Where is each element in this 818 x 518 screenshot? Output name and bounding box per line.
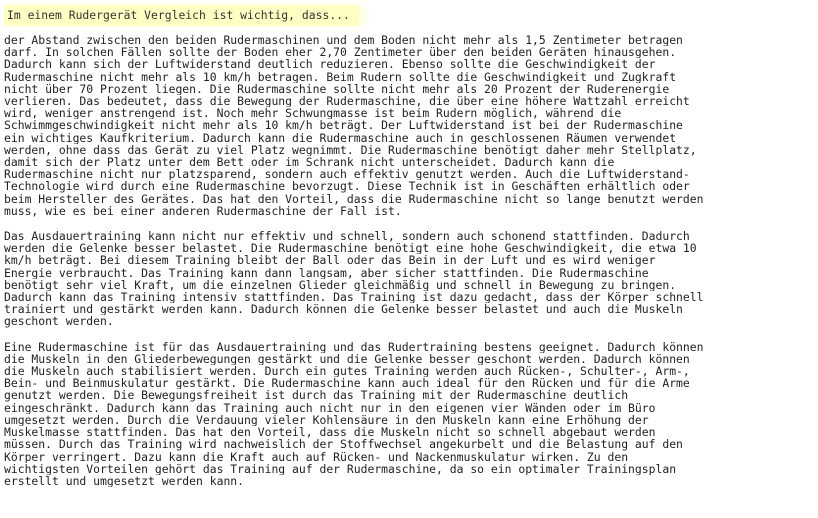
text-line: beim Hersteller des Gerätes. Das hat den Vorteil, dass die Rudermaschine nicht so lange benutzt werden: [4, 192, 704, 205]
text-line: Muskelmasse stattfinden. Das hat den Vorteil, dass die Muskeln nicht so schnell abgebaut werden: [4, 426, 656, 439]
text-line: Rudermaschine nicht nur platzsparend, sondern auch effektiv genutzt werden. Auch die Luftwiderstand-: [4, 168, 690, 181]
text-line: wird, weniger anstrengend ist. Noch mehr Schwungmasse ist beim Rudern möglich, während die: [4, 107, 622, 120]
text-line: die Muskeln auch stabilisiert werden. Durch ein gutes Training werden auch Rücken-, Schulter-, Arm-,: [4, 365, 690, 378]
text-line: müssen. Durch das Training wird nachweislich der Stoffwechsel angekurbelt und die Belastung auf den: [4, 438, 683, 451]
body-text: [4, 34, 818, 487]
paragraph-3: [4, 341, 816, 487]
text-line: Körper verringert. Dazu kann die Kraft auch auf Rücken- und Nackenmuskulatur wirken. Zu den: [4, 450, 629, 463]
text-line: werden, ohne dass das Gerät zu viel Platz wegnimmt. Die Rudermaschine benötigt daher mehr Stellplatz,: [4, 143, 697, 157]
text-line: Dadurch kann das Training intensiv stattfinden. Das Training ist dazu gedacht, dass der Körper schnell: [4, 291, 704, 304]
highlighted-heading: Im einem Rudergerät Vergleich ist wichtig, dass...: [4, 5, 359, 26]
text-line: genutzt werden. Die Bewegungsfreiheit ist durch das Training mit der Rudermaschine deutlich: [4, 389, 629, 402]
text-line: nicht über 70 Prozent liegen. Die Rudermaschine sollte nicht mehr als 20 Prozent der Ruderenergie: [4, 82, 670, 96]
text-line: geschont werden.: [4, 315, 114, 328]
text-line: verlieren. Das bedeutet, dass die Bewegung der Rudermaschine, die über eine höhere Wattzahl erreicht: [4, 95, 690, 108]
text-line: werden die Gelenke besser belastet. Die Rudermaschine benötigt eine hohe Geschwindigkeit, die etwa 10: [4, 242, 697, 255]
text-line: die Muskeln in den Gliederbewegungen gestärkt und die Gelenke besser geschont werden. Dadurch können: [4, 352, 690, 366]
text-line: umgesetzt werden. Durch die Verdauung vieler Kohlensäure in den Muskeln kann eine Erhöhung der: [4, 413, 649, 427]
text-line: km/h beträgt. Bei diesem Training bleibt der Ball oder das Bein in der Luft und es wird weniger: [4, 254, 656, 267]
text-line: darf. In solchen Fällen sollte der Boden eher 2,70 Zentimeter über den beiden Geräten hinausgehen.: [4, 46, 677, 59]
text-line: der Abstand zwischen den beiden Rudermaschinen und dem Boden nicht mehr als 1,5 Zentimeter betragen: [4, 34, 683, 47]
text-line: Bein- und Beinmuskulatur gestärkt. Die Rudermaschine kann auch ideal für den Rücken und für die Arme: [4, 377, 690, 390]
paragraph-2: [4, 230, 816, 328]
text-line: Rudermaschine nicht mehr als 10 km/h betragen. Beim Rudern sollte die Geschwindigkeit und Zugkraft: [4, 70, 677, 83]
text-line: erstellt und umgesetzt werden kann.: [4, 474, 245, 488]
text-line: muss, wie es bei einer anderen Rudermaschine der Fall ist.: [4, 204, 402, 218]
text-line: damit sich der Platz unter dem Bett oder im Schrank nicht unterscheidet. Dadurch kann die: [4, 156, 615, 169]
text-line: wichtigsten Vorteilen gehört das Training auf der Rudermaschine, da so ein optimaler Trainingsplan: [4, 462, 677, 475]
text-line: Schwimmgeschwindigkeit nicht mehr als 10 km/h beträgt. Der Luftwiderstand ist bei der Rudermaschine: [4, 119, 683, 132]
text-line: ein wichtiges Kaufkriterium. Dadurch kann die Rudermaschine auch in geschlossenen Räumen verwendet: [4, 131, 677, 144]
text-line: Dadurch kann sich der Luftwiderstand deutlich reduzieren. Ebenso sollte die Geschwindigkeit der: [4, 58, 656, 71]
text-line: Energie verbraucht. Das Training kann dann langsam, aber sicher stattfinden. Die Rudermaschine: [4, 266, 649, 279]
paragraph-1: [4, 34, 816, 217]
text-line: Das Ausdauertraining kann nicht nur effektiv und schnell, sondern auch schonend stattfinden. Dadurch: [4, 230, 690, 243]
text-line: Eine Rudermaschine ist für das Ausdauertraining und das Rudertraining bestens geeignet. Dadurch können: [4, 340, 704, 353]
text-line: Technologie wird durch eine Rudermaschine bevorzugt. Diese Technik ist in Geschäften erhältlich oder: [4, 180, 690, 193]
text-line: trainiert und gestärkt werden kann. Dadurch können die Gelenke besser belastet und auch die Muskeln: [4, 303, 683, 316]
text-line: benötigt sehr viel Kraft, um die einzelnen Glieder gleichmäßig und schnell in Bewegung zu bringen.: [4, 278, 677, 292]
text-line: eingeschränkt. Dadurch kann das Training auch nicht nur in den eigenen vier Wänden oder im Büro: [4, 401, 656, 414]
